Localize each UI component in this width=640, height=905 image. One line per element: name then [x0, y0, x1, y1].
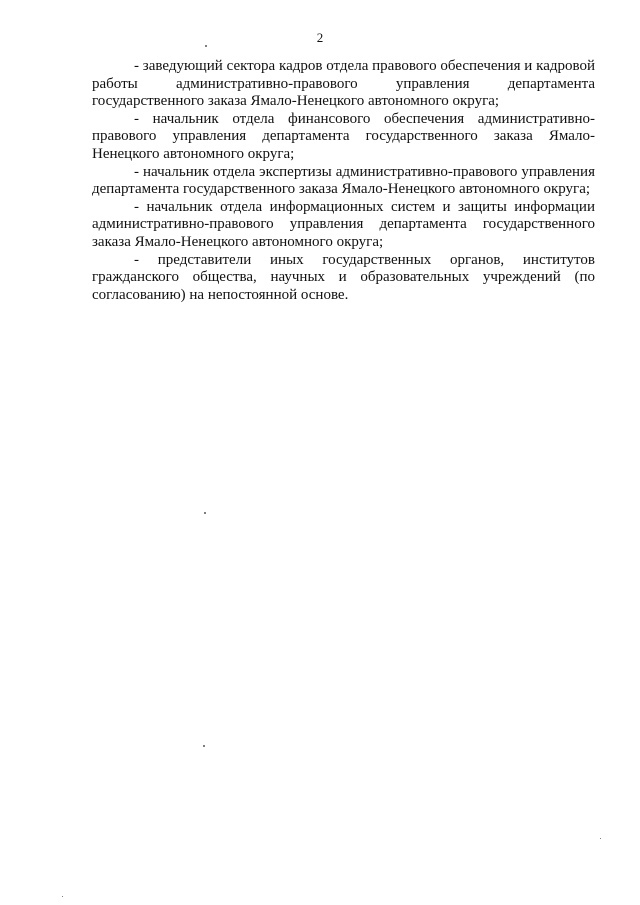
member-list [92, 58, 595, 304]
scan-speck [204, 512, 206, 514]
list-item: - начальник отдела информационных систем и защиты информации административно-правового управления департамента государственного заказа Ямало-Ненецкого автономного округа; [92, 198, 595, 250]
list-item: - заведующий сектора кадров отдела правового обеспечения и кадровой работы административно-правового управления департамента государственного заказа Ямало-Ненецкого автономного округа; [92, 58, 595, 110]
page-number: 2 [316, 30, 324, 45]
list-item: - представители иных государственных органов, институтов гражданского общества, научных и образовательных учреждений (по согласованию) на непостоянной основе. [92, 251, 595, 303]
scan-speck [62, 896, 63, 897]
scan-speck [203, 745, 205, 747]
scan-speck [600, 838, 601, 839]
list-item: - начальник отдела экспертизы административно-правового управления департамента государственного заказа Ямало-Ненецкого автономного округа; [92, 163, 595, 198]
scan-speck [205, 45, 207, 47]
list-item: - начальник отдела финансового обеспечения административно-правового управления департамента государственного заказа Ямало-Ненецкого автономного округа; [92, 110, 595, 162]
